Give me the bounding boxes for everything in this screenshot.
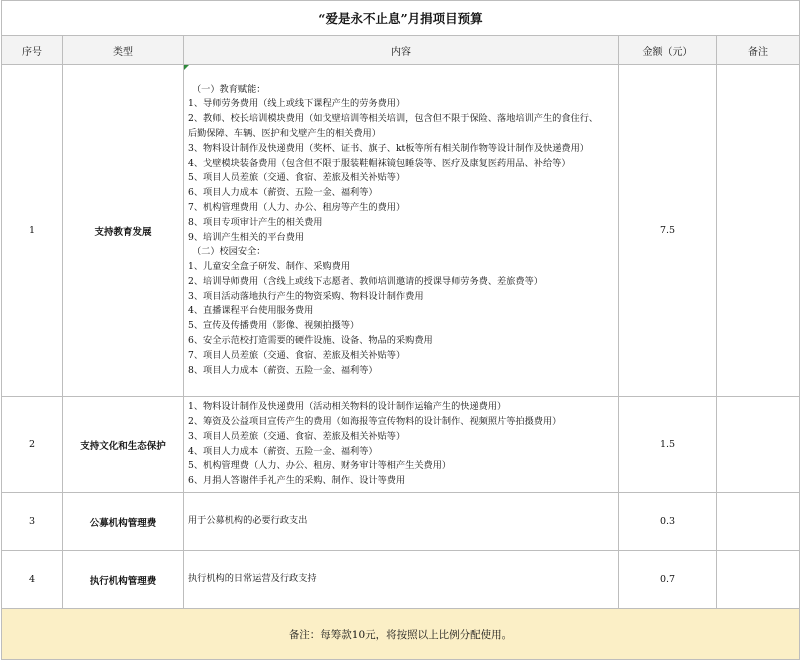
- footer-row: [2, 609, 800, 660]
- content-line: 5、机构管理费（人力、办公、租房、财务审计等相产生关费用）: [188, 460, 452, 472]
- table-row: [2, 397, 800, 493]
- content-line: 4、直播课程平台使用服务费用: [188, 305, 314, 317]
- row-content[interactable]: [184, 493, 619, 551]
- content-line: 4、项目人力成本（薪资、五险一金、福利等）: [188, 445, 378, 457]
- row-amount[interactable]: 0.3: [619, 493, 717, 551]
- content-line: 5、宣传及传播费用（影像、视频拍摄等）: [188, 320, 360, 332]
- header-content[interactable]: 内容: [184, 36, 619, 65]
- row-amount[interactable]: 1.5: [619, 397, 717, 493]
- row-content[interactable]: [184, 551, 619, 609]
- content-line: 1、物料设计制作及快递费用（活动相关物料的设计制作运输产生的快递费用）: [188, 401, 507, 413]
- row-index[interactable]: 2: [2, 397, 63, 493]
- row-type[interactable]: 公募机构管理费: [63, 493, 184, 551]
- row-content[interactable]: [184, 397, 619, 493]
- header-amount[interactable]: 金额（元）: [619, 36, 717, 65]
- row-type[interactable]: 执行机构管理费: [63, 551, 184, 609]
- row-type[interactable]: 支持文化和生态保护: [63, 397, 184, 493]
- budget-table: [1, 0, 800, 660]
- content-line: 2、教师、校长培训模块费用（如戈壁培训等相关培训，包含但不限于保险、落地培训产生的食住行、: [188, 113, 599, 125]
- header-note[interactable]: 备注: [717, 36, 800, 65]
- table-row: [2, 65, 800, 397]
- row-note[interactable]: [717, 551, 800, 609]
- table-row: [2, 551, 800, 609]
- header-index[interactable]: 序号: [2, 36, 63, 65]
- row-content[interactable]: [184, 65, 619, 397]
- row-note[interactable]: [717, 493, 800, 551]
- content-line: 3、项目人员差旅（交通、食宿、差旅及相关补贴等）: [188, 430, 406, 442]
- row-amount[interactable]: 0.7: [619, 551, 717, 609]
- content-line: 7、机构管理费用（人力、办公、租房等产生的费用）: [188, 201, 406, 213]
- content-line: 1、导师劳务费用（线上或线下课程产生的劳务费用）: [188, 98, 406, 110]
- row-amount[interactable]: 7.5: [619, 65, 717, 397]
- cell-comment-marker: [184, 65, 189, 70]
- content-line: 2、培训导师费用（含线上或线下志愿者、教师培训邀请的授课导师劳务费、差旅费等）: [188, 275, 543, 287]
- content-line: 6、项目人力成本（薪资、五险一金、福利等）: [188, 187, 378, 199]
- content-line: 后勤保障、车辆、医护和戈壁产生的相关费用）: [188, 127, 381, 139]
- content-line: 6、月捐人答谢伴手礼产生的采购、制作、设计等费用: [188, 475, 406, 487]
- title-row: [2, 1, 800, 36]
- sheet-title: “爱是永不止息”月捐项目预算: [2, 1, 800, 36]
- table-row: [2, 493, 800, 551]
- row-index[interactable]: 1: [2, 65, 63, 397]
- content-line: 7、项目人员差旅（交通、食宿、差旅及相关补贴等）: [188, 349, 406, 361]
- row-note[interactable]: [717, 65, 800, 397]
- content-line: 5、项目人员差旅（交通、食宿、差旅及相关补贴等）: [188, 172, 406, 184]
- row-note[interactable]: [717, 397, 800, 493]
- content-line: 4、戈壁模块装备费用（包含但不限于服装鞋帽袜镜包睡袋等、医疗及康复医药用品、补给等）: [188, 157, 571, 169]
- content-line: 3、项目活动落地执行产生的物资采购、物料设计制作费用: [188, 290, 424, 302]
- row-type[interactable]: 支持教育发展: [63, 65, 184, 397]
- content-line: 执行机构的日常运营及行政支持: [188, 573, 317, 585]
- content-line: 8、项目专项审计产生的相关费用: [188, 216, 323, 228]
- content-line: 9、培训产生相关的平台费用: [188, 231, 305, 243]
- header-row: [2, 36, 800, 65]
- row-index[interactable]: 3: [2, 493, 63, 551]
- header-type[interactable]: 类型: [63, 36, 184, 65]
- content-line: 2、筹资及公益项目宣传产生的费用（如海报等宣传物料的设计制作、视频照片等拍摄费用）: [188, 415, 562, 427]
- row-index[interactable]: 4: [2, 551, 63, 609]
- content-line: 8、项目人力成本（薪资、五险一金、福利等）: [188, 364, 378, 376]
- content-line: 3、物料设计制作及快递费用（奖杯、证书、旗子、kt板等所有相关制作物等设计制作及快递费用）: [188, 142, 589, 154]
- footer-note[interactable]: 备注：每筹款10元，将按照以上比例分配使用。: [2, 609, 800, 660]
- content-line: 1、儿童安全盒子研发、制作、采购费用: [188, 261, 351, 273]
- content-line: 6、安全示范校打造需要的硬件设施、设备、物品的采购费用: [188, 335, 433, 347]
- content-line: （一）教育赋能：: [192, 83, 266, 95]
- content-line: 用于公募机构的必要行政支出: [188, 515, 308, 527]
- content-line: （二）校园安全：: [192, 246, 266, 258]
